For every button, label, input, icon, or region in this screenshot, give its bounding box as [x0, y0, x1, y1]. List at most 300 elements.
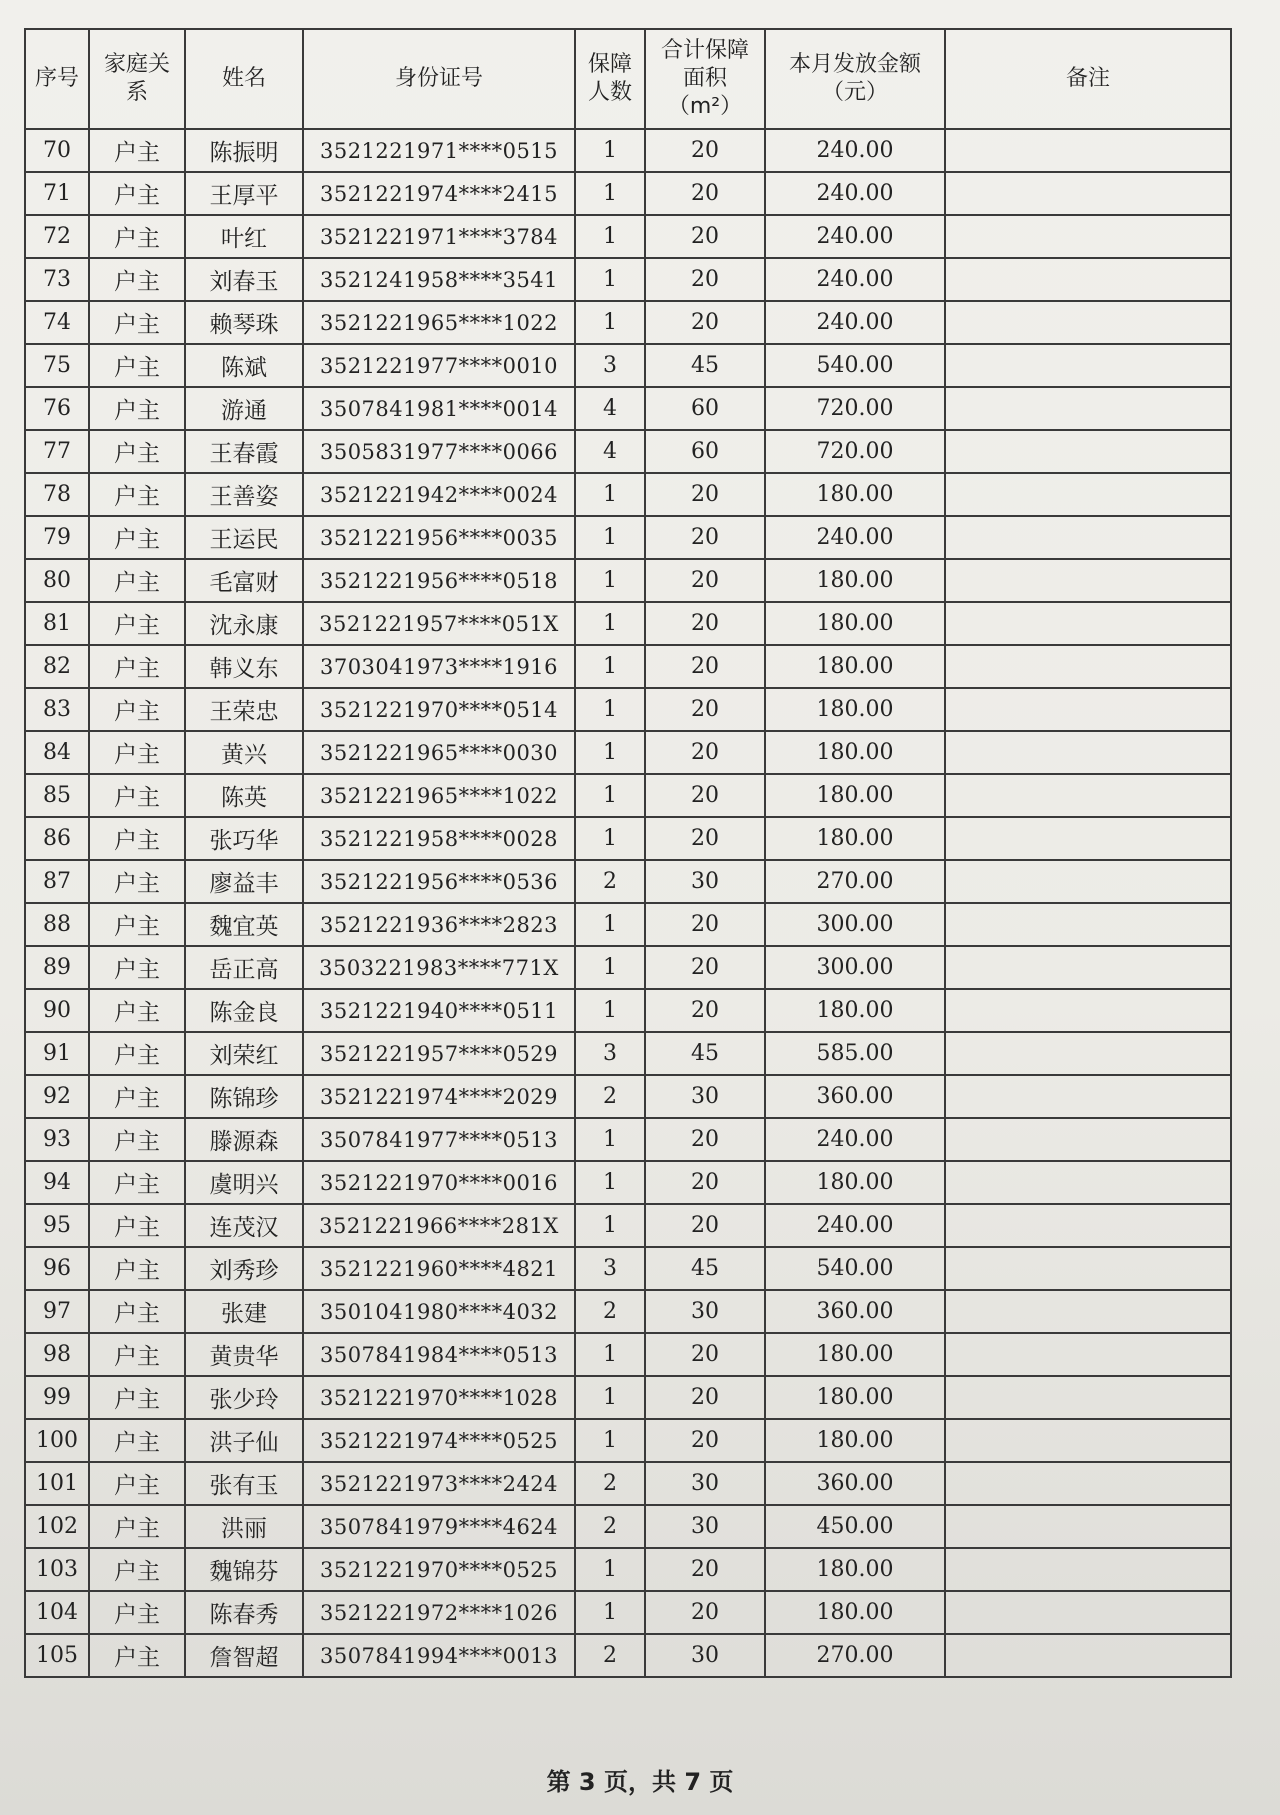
name-cell: 毛富财	[185, 559, 303, 602]
remarks-cell	[945, 1634, 1231, 1677]
amount-cell: 180.00	[765, 731, 945, 774]
persons-cell: 1	[575, 473, 645, 516]
remarks-cell	[945, 516, 1231, 559]
header-remarks: 备注	[945, 29, 1231, 129]
area-cell: 20	[645, 989, 765, 1032]
area-cell: 20	[645, 516, 765, 559]
table-row	[25, 1118, 1231, 1161]
seq-cell: 85	[25, 774, 89, 817]
name-cell: 岳正高	[185, 946, 303, 989]
name-cell: 王春霞	[185, 430, 303, 473]
id-number-cell: 3521221974****2029	[303, 1075, 575, 1118]
seq-cell: 87	[25, 860, 89, 903]
area-cell: 20	[645, 1161, 765, 1204]
relation-cell: 户主	[89, 1290, 185, 1333]
amount-cell: 180.00	[765, 473, 945, 516]
relation-cell: 户主	[89, 946, 185, 989]
seq-cell: 89	[25, 946, 89, 989]
remarks-cell	[945, 1333, 1231, 1376]
persons-cell: 1	[575, 1333, 645, 1376]
header-id-number: 身份证号	[303, 29, 575, 129]
id-number-cell: 3521221970****0016	[303, 1161, 575, 1204]
remarks-cell	[945, 172, 1231, 215]
seq-cell: 71	[25, 172, 89, 215]
persons-cell: 1	[575, 731, 645, 774]
area-cell: 45	[645, 344, 765, 387]
persons-cell: 2	[575, 1290, 645, 1333]
amount-cell: 180.00	[765, 1376, 945, 1419]
remarks-cell	[945, 1462, 1231, 1505]
remarks-cell	[945, 301, 1231, 344]
header-persons: 保障人数	[575, 29, 645, 129]
table-header-row	[25, 29, 1231, 129]
remarks-cell	[945, 731, 1231, 774]
remarks-cell	[945, 1548, 1231, 1591]
remarks-cell	[945, 645, 1231, 688]
table-row	[25, 129, 1231, 172]
relation-cell: 户主	[89, 989, 185, 1032]
amount-cell: 180.00	[765, 1548, 945, 1591]
name-cell: 滕源森	[185, 1118, 303, 1161]
persons-cell: 1	[575, 1204, 645, 1247]
table-row	[25, 1290, 1231, 1333]
seq-cell: 73	[25, 258, 89, 301]
area-cell: 20	[645, 817, 765, 860]
persons-cell: 2	[575, 1462, 645, 1505]
amount-cell: 300.00	[765, 946, 945, 989]
amount-cell: 180.00	[765, 559, 945, 602]
remarks-cell	[945, 1032, 1231, 1075]
relation-cell: 户主	[89, 430, 185, 473]
amount-cell: 720.00	[765, 387, 945, 430]
id-number-cell: 3521221971****0515	[303, 129, 575, 172]
remarks-cell	[945, 1376, 1231, 1419]
header-seq: 序号	[25, 29, 89, 129]
subsidy-table	[24, 28, 1232, 1678]
relation-cell: 户主	[89, 129, 185, 172]
id-number-cell: 3521221977****0010	[303, 344, 575, 387]
id-number-cell: 3521241958****3541	[303, 258, 575, 301]
amount-cell: 180.00	[765, 989, 945, 1032]
seq-cell: 92	[25, 1075, 89, 1118]
relation-cell: 户主	[89, 1118, 185, 1161]
amount-cell: 720.00	[765, 430, 945, 473]
seq-cell: 79	[25, 516, 89, 559]
name-cell: 沈永康	[185, 602, 303, 645]
table-row	[25, 731, 1231, 774]
table-row	[25, 215, 1231, 258]
seq-cell: 75	[25, 344, 89, 387]
table-row	[25, 559, 1231, 602]
relation-cell: 户主	[89, 903, 185, 946]
table-row	[25, 430, 1231, 473]
name-cell: 刘荣红	[185, 1032, 303, 1075]
persons-cell: 2	[575, 1505, 645, 1548]
name-cell: 刘春玉	[185, 258, 303, 301]
area-cell: 45	[645, 1032, 765, 1075]
area-cell: 20	[645, 129, 765, 172]
id-number-cell: 3703041973****1916	[303, 645, 575, 688]
amount-cell: 180.00	[765, 1161, 945, 1204]
seq-cell: 93	[25, 1118, 89, 1161]
seq-cell: 91	[25, 1032, 89, 1075]
area-cell: 20	[645, 172, 765, 215]
relation-cell: 户主	[89, 1591, 185, 1634]
id-number-cell: 3503221983****771X	[303, 946, 575, 989]
seq-cell: 81	[25, 602, 89, 645]
name-cell: 赖琴珠	[185, 301, 303, 344]
table-row	[25, 1548, 1231, 1591]
amount-cell: 180.00	[765, 1591, 945, 1634]
persons-cell: 2	[575, 1634, 645, 1677]
area-cell: 30	[645, 1075, 765, 1118]
id-number-cell: 3521221956****0035	[303, 516, 575, 559]
relation-cell: 户主	[89, 774, 185, 817]
area-cell: 30	[645, 860, 765, 903]
table-row	[25, 1032, 1231, 1075]
header-amount: 本月发放金额（元）	[765, 29, 945, 129]
area-cell: 30	[645, 1634, 765, 1677]
remarks-cell	[945, 817, 1231, 860]
table-row	[25, 473, 1231, 516]
id-number-cell: 3521221960****4821	[303, 1247, 575, 1290]
area-cell: 20	[645, 903, 765, 946]
relation-cell: 户主	[89, 1247, 185, 1290]
persons-cell: 3	[575, 344, 645, 387]
relation-cell: 户主	[89, 559, 185, 602]
name-cell: 王善姿	[185, 473, 303, 516]
name-cell: 廖益丰	[185, 860, 303, 903]
table-row	[25, 1419, 1231, 1462]
area-cell: 20	[645, 1591, 765, 1634]
seq-cell: 84	[25, 731, 89, 774]
area-cell: 20	[645, 258, 765, 301]
relation-cell: 户主	[89, 1548, 185, 1591]
area-cell: 20	[645, 1376, 765, 1419]
table-row	[25, 1075, 1231, 1118]
relation-cell: 户主	[89, 301, 185, 344]
area-cell: 20	[645, 1333, 765, 1376]
area-cell: 20	[645, 1548, 765, 1591]
table-row	[25, 172, 1231, 215]
seq-cell: 72	[25, 215, 89, 258]
persons-cell: 1	[575, 903, 645, 946]
name-cell: 叶红	[185, 215, 303, 258]
persons-cell: 1	[575, 129, 645, 172]
remarks-cell	[945, 129, 1231, 172]
persons-cell: 4	[575, 430, 645, 473]
seq-cell: 98	[25, 1333, 89, 1376]
amount-cell: 270.00	[765, 860, 945, 903]
remarks-cell	[945, 387, 1231, 430]
name-cell: 黄兴	[185, 731, 303, 774]
table-row	[25, 1333, 1231, 1376]
remarks-cell	[945, 1247, 1231, 1290]
amount-cell: 180.00	[765, 774, 945, 817]
id-number-cell: 3521221956****0536	[303, 860, 575, 903]
amount-cell: 240.00	[765, 516, 945, 559]
seq-cell: 105	[25, 1634, 89, 1677]
amount-cell: 180.00	[765, 1419, 945, 1462]
table-row	[25, 301, 1231, 344]
area-cell: 30	[645, 1462, 765, 1505]
seq-cell: 96	[25, 1247, 89, 1290]
id-number-cell: 3507841994****0013	[303, 1634, 575, 1677]
id-number-cell: 3521221942****0024	[303, 473, 575, 516]
name-cell: 韩义东	[185, 645, 303, 688]
relation-cell: 户主	[89, 1505, 185, 1548]
name-cell: 王运民	[185, 516, 303, 559]
amount-cell: 450.00	[765, 1505, 945, 1548]
seq-cell: 102	[25, 1505, 89, 1548]
area-cell: 20	[645, 946, 765, 989]
amount-cell: 180.00	[765, 688, 945, 731]
relation-cell: 户主	[89, 602, 185, 645]
area-cell: 20	[645, 215, 765, 258]
persons-cell: 1	[575, 516, 645, 559]
id-number-cell: 3521221974****2415	[303, 172, 575, 215]
table-row	[25, 1634, 1231, 1677]
name-cell: 陈英	[185, 774, 303, 817]
persons-cell: 1	[575, 172, 645, 215]
id-number-cell: 3521221958****0028	[303, 817, 575, 860]
id-number-cell: 3521221965****0030	[303, 731, 575, 774]
table-row	[25, 645, 1231, 688]
id-number-cell: 3521221965****1022	[303, 301, 575, 344]
remarks-cell	[945, 344, 1231, 387]
persons-cell: 1	[575, 301, 645, 344]
amount-cell: 240.00	[765, 258, 945, 301]
persons-cell: 1	[575, 817, 645, 860]
table-body	[25, 129, 1231, 1677]
seq-cell: 99	[25, 1376, 89, 1419]
area-cell: 20	[645, 301, 765, 344]
remarks-cell	[945, 559, 1231, 602]
amount-cell: 180.00	[765, 602, 945, 645]
name-cell: 魏锦芬	[185, 1548, 303, 1591]
relation-cell: 户主	[89, 1333, 185, 1376]
table-row	[25, 774, 1231, 817]
amount-cell: 180.00	[765, 817, 945, 860]
header-relation: 家庭关系	[89, 29, 185, 129]
seq-cell: 80	[25, 559, 89, 602]
remarks-cell	[945, 1075, 1231, 1118]
persons-cell: 2	[575, 860, 645, 903]
id-number-cell: 3521221956****0518	[303, 559, 575, 602]
relation-cell: 户主	[89, 516, 185, 559]
id-number-cell: 3521221957****0529	[303, 1032, 575, 1075]
table-row	[25, 946, 1231, 989]
amount-cell: 240.00	[765, 1204, 945, 1247]
id-number-cell: 3505831977****0066	[303, 430, 575, 473]
persons-cell: 1	[575, 1161, 645, 1204]
relation-cell: 户主	[89, 344, 185, 387]
name-cell: 陈锦珍	[185, 1075, 303, 1118]
remarks-cell	[945, 1118, 1231, 1161]
area-cell: 20	[645, 559, 765, 602]
relation-cell: 户主	[89, 860, 185, 903]
id-number-cell: 3521221973****2424	[303, 1462, 575, 1505]
id-number-cell: 3521221940****0511	[303, 989, 575, 1032]
persons-cell: 1	[575, 989, 645, 1032]
name-cell: 刘秀珍	[185, 1247, 303, 1290]
table-row	[25, 258, 1231, 301]
subsidy-table-wrap	[24, 28, 1230, 1678]
remarks-cell	[945, 215, 1231, 258]
name-cell: 陈振明	[185, 129, 303, 172]
persons-cell: 1	[575, 1548, 645, 1591]
relation-cell: 户主	[89, 1161, 185, 1204]
relation-cell: 户主	[89, 817, 185, 860]
amount-cell: 540.00	[765, 1247, 945, 1290]
persons-cell: 1	[575, 602, 645, 645]
relation-cell: 户主	[89, 1376, 185, 1419]
persons-cell: 1	[575, 774, 645, 817]
table-row	[25, 860, 1231, 903]
relation-cell: 户主	[89, 1634, 185, 1677]
amount-cell: 300.00	[765, 903, 945, 946]
remarks-cell	[945, 1505, 1231, 1548]
table-row	[25, 903, 1231, 946]
relation-cell: 户主	[89, 731, 185, 774]
amount-cell: 270.00	[765, 1634, 945, 1677]
area-cell: 20	[645, 645, 765, 688]
amount-cell: 240.00	[765, 1118, 945, 1161]
seq-cell: 76	[25, 387, 89, 430]
name-cell: 游通	[185, 387, 303, 430]
relation-cell: 户主	[89, 688, 185, 731]
relation-cell: 户主	[89, 172, 185, 215]
area-cell: 60	[645, 430, 765, 473]
name-cell: 洪丽	[185, 1505, 303, 1548]
name-cell: 虞明兴	[185, 1161, 303, 1204]
seq-cell: 95	[25, 1204, 89, 1247]
area-cell: 20	[645, 1419, 765, 1462]
id-number-cell: 3521221974****0525	[303, 1419, 575, 1462]
id-number-cell: 3521221965****1022	[303, 774, 575, 817]
seq-cell: 103	[25, 1548, 89, 1591]
id-number-cell: 3521221936****2823	[303, 903, 575, 946]
persons-cell: 1	[575, 645, 645, 688]
table-row	[25, 344, 1231, 387]
area-cell: 30	[645, 1505, 765, 1548]
name-cell: 黄贵华	[185, 1333, 303, 1376]
id-number-cell: 3521221966****281X	[303, 1204, 575, 1247]
table-row	[25, 1204, 1231, 1247]
table-row	[25, 516, 1231, 559]
header-area: 合计保障面积（m²）	[645, 29, 765, 129]
id-number-cell: 3507841977****0513	[303, 1118, 575, 1161]
relation-cell: 户主	[89, 1075, 185, 1118]
id-number-cell: 3521221972****1026	[303, 1591, 575, 1634]
table-row	[25, 1505, 1231, 1548]
amount-cell: 585.00	[765, 1032, 945, 1075]
remarks-cell	[945, 258, 1231, 301]
relation-cell: 户主	[89, 1419, 185, 1462]
area-cell: 20	[645, 602, 765, 645]
remarks-cell	[945, 860, 1231, 903]
name-cell: 张少玲	[185, 1376, 303, 1419]
area-cell: 20	[645, 731, 765, 774]
seq-cell: 74	[25, 301, 89, 344]
area-cell: 20	[645, 688, 765, 731]
relation-cell: 户主	[89, 473, 185, 516]
persons-cell: 1	[575, 1118, 645, 1161]
persons-cell: 1	[575, 946, 645, 989]
relation-cell: 户主	[89, 1032, 185, 1075]
name-cell: 陈春秀	[185, 1591, 303, 1634]
seq-cell: 82	[25, 645, 89, 688]
remarks-cell	[945, 903, 1231, 946]
remarks-cell	[945, 473, 1231, 516]
relation-cell: 户主	[89, 645, 185, 688]
area-cell: 20	[645, 473, 765, 516]
name-cell: 王厚平	[185, 172, 303, 215]
seq-cell: 83	[25, 688, 89, 731]
area-cell: 30	[645, 1290, 765, 1333]
id-number-cell: 3501041980****4032	[303, 1290, 575, 1333]
relation-cell: 户主	[89, 258, 185, 301]
relation-cell: 户主	[89, 215, 185, 258]
id-number-cell: 3507841981****0014	[303, 387, 575, 430]
remarks-cell	[945, 430, 1231, 473]
persons-cell: 1	[575, 1591, 645, 1634]
amount-cell: 540.00	[765, 344, 945, 387]
remarks-cell	[945, 989, 1231, 1032]
seq-cell: 77	[25, 430, 89, 473]
amount-cell: 240.00	[765, 301, 945, 344]
amount-cell: 180.00	[765, 645, 945, 688]
table-row	[25, 1376, 1231, 1419]
name-cell: 连茂汉	[185, 1204, 303, 1247]
seq-cell: 101	[25, 1462, 89, 1505]
table-row	[25, 989, 1231, 1032]
id-number-cell: 3521221970****1028	[303, 1376, 575, 1419]
area-cell: 20	[645, 1204, 765, 1247]
seq-cell: 104	[25, 1591, 89, 1634]
amount-cell: 180.00	[765, 1333, 945, 1376]
seq-cell: 86	[25, 817, 89, 860]
id-number-cell: 3507841979****4624	[303, 1505, 575, 1548]
persons-cell: 3	[575, 1247, 645, 1290]
area-cell: 20	[645, 774, 765, 817]
remarks-cell	[945, 1161, 1231, 1204]
name-cell: 陈金良	[185, 989, 303, 1032]
seq-cell: 90	[25, 989, 89, 1032]
id-number-cell: 3521221970****0525	[303, 1548, 575, 1591]
table-row	[25, 602, 1231, 645]
relation-cell: 户主	[89, 1462, 185, 1505]
id-number-cell: 3521221971****3784	[303, 215, 575, 258]
seq-cell: 94	[25, 1161, 89, 1204]
remarks-cell	[945, 1290, 1231, 1333]
name-cell: 陈斌	[185, 344, 303, 387]
amount-cell: 240.00	[765, 215, 945, 258]
area-cell: 60	[645, 387, 765, 430]
persons-cell: 3	[575, 1032, 645, 1075]
persons-cell: 4	[575, 387, 645, 430]
amount-cell: 360.00	[765, 1462, 945, 1505]
id-number-cell: 3521221970****0514	[303, 688, 575, 731]
name-cell: 王荣忠	[185, 688, 303, 731]
name-cell: 魏宜英	[185, 903, 303, 946]
amount-cell: 240.00	[765, 172, 945, 215]
table-row	[25, 1591, 1231, 1634]
table-row	[25, 817, 1231, 860]
seq-cell: 78	[25, 473, 89, 516]
remarks-cell	[945, 946, 1231, 989]
remarks-cell	[945, 602, 1231, 645]
